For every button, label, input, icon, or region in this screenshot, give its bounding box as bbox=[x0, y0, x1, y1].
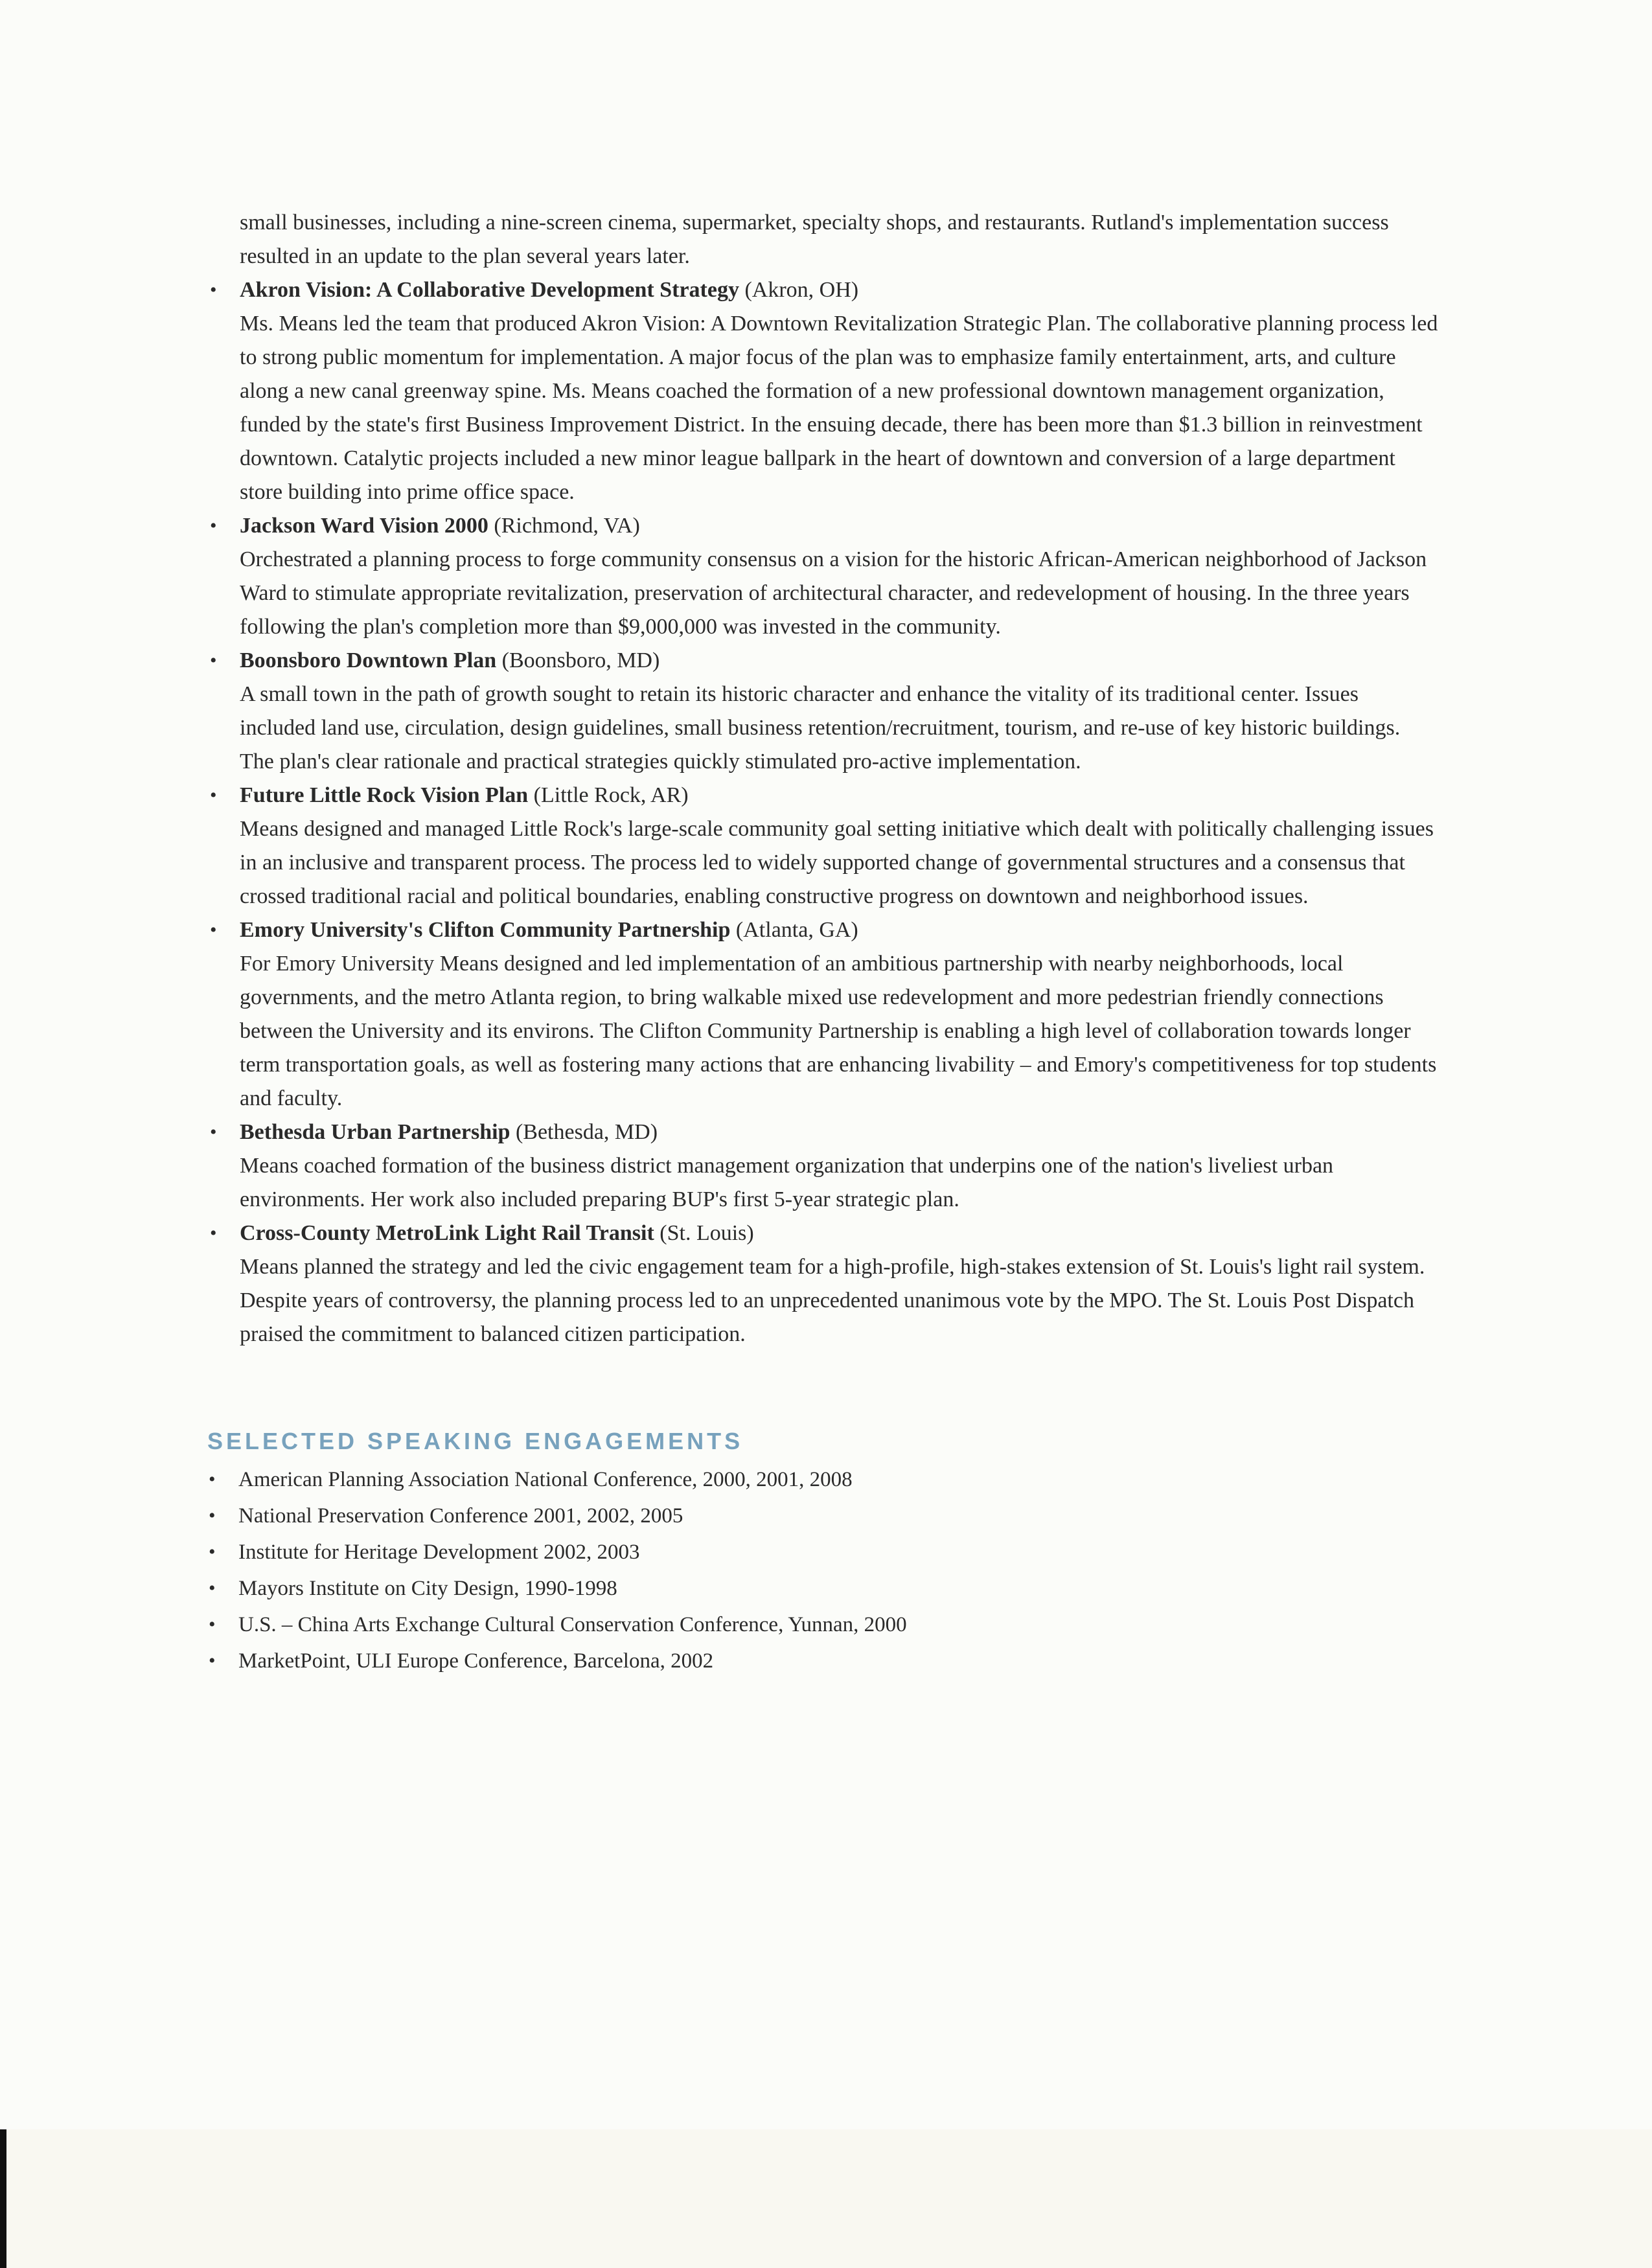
project-title: Boonsboro Downtown Plan bbox=[240, 648, 497, 672]
project-title: Bethesda Urban Partnership bbox=[240, 1120, 511, 1144]
bullet-icon: • bbox=[209, 1505, 216, 1526]
engagement-item bbox=[201, 1534, 1438, 1570]
project-description: Orchestrated a planning process to forge community consensus on a vision for the historic African-American neighborhood of Jackson Ward to stimulate appropriate revitalization, preservation of architectural character, and redevelopment of housing. In the three years following the plan's completion more than $9,000,000 was invested in the community. bbox=[240, 547, 1427, 639]
project-description: Means planned the strategy and led the civic engagement team for a high-profile, high-stakes extension of St. Louis's light rail system. Despite years of controversy, the planning process led to an unprecedented unanimous vote by the MPO. The St. Louis Post Dispatch praised the commitment to balanced citizen participation. bbox=[240, 1255, 1425, 1346]
page-bottom-band bbox=[0, 2129, 1652, 2268]
project-title: Cross-County MetroLink Light Rail Transit bbox=[240, 1221, 654, 1245]
engagement-item bbox=[201, 1498, 1438, 1534]
document-content bbox=[201, 206, 1438, 1679]
continued-paragraph: small businesses, including a nine-screen cinema, supermarket, specialty shops, and restaurants. Rutland's implementation success resulted in an update to the plan several years later. bbox=[240, 211, 1389, 268]
project-heading bbox=[240, 913, 1438, 947]
project-title: Jackson Ward Vision 2000 bbox=[240, 514, 488, 538]
bullet-icon: • bbox=[209, 1541, 216, 1563]
project-heading bbox=[240, 779, 1438, 812]
project-item bbox=[201, 913, 1438, 1116]
project-heading bbox=[240, 1217, 1438, 1250]
bullet-icon: • bbox=[210, 785, 217, 806]
project-description: Means designed and managed Little Rock's large-scale community goal setting initiative which dealt with politically challenging issues in an inclusive and transparent process. The process led to widely supported change of governmental structures and a consensus that crossed traditional racial and political boundaries, enabling constructive progress on downtown and neighborhood issues. bbox=[240, 817, 1434, 908]
project-item bbox=[201, 273, 1438, 509]
project-item bbox=[201, 1217, 1438, 1351]
project-heading bbox=[240, 273, 1438, 307]
bullet-icon: • bbox=[209, 1577, 216, 1599]
speaking-engagements-list bbox=[201, 1461, 1438, 1679]
project-item bbox=[201, 509, 1438, 644]
bullet-icon: • bbox=[210, 279, 217, 301]
project-location: (St. Louis) bbox=[660, 1221, 754, 1245]
bullet-icon: • bbox=[210, 919, 217, 941]
project-location: (Akron, OH) bbox=[744, 278, 859, 302]
engagement-text: Mayors Institute on City Design, 1990-1998 bbox=[238, 1577, 617, 1600]
bullet-icon: • bbox=[210, 515, 217, 536]
project-item bbox=[201, 644, 1438, 779]
bullet-icon: • bbox=[209, 1469, 216, 1490]
bullet-icon: • bbox=[209, 1650, 216, 1671]
project-location: (Little Rock, AR) bbox=[533, 783, 689, 807]
engagement-text: MarketPoint, ULI Europe Conference, Barcelona, 2002 bbox=[238, 1649, 714, 1673]
engagement-text: Institute for Heritage Development 2002, 2003 bbox=[238, 1541, 640, 1564]
bullet-icon: • bbox=[210, 1121, 217, 1143]
project-item bbox=[201, 779, 1438, 913]
engagement-item bbox=[201, 1570, 1438, 1607]
engagement-item bbox=[201, 1643, 1438, 1679]
project-title: Future Little Rock Vision Plan bbox=[240, 783, 529, 807]
project-description: Means coached formation of the business district management organization that underpins one of the nation's liveliest urban environments. Her work also included preparing BUP's first 5-year strategic plan. bbox=[240, 1154, 1334, 1211]
project-description: A small town in the path of growth sought to retain its historic character and enhance the vitality of its traditional center. Issues included land use, circulation, design guidelines, small business retention/recruitment, tourism, and re-use of key historic buildings. The plan's clear rationale and practical strategies quickly stimulated pro-active implementation. bbox=[240, 682, 1401, 773]
project-location: (Atlanta, GA) bbox=[735, 918, 858, 942]
project-description: Ms. Means led the team that produced Akron Vision: A Downtown Revitalization Strategic Plan. The collaborative planning process led to strong public momentum for implementation. A major focus of the plan was to emphasize family entertainment, arts, and culture along a new canal greenway spine. Ms. Means coached the formation of a new professional downtown management organization, funded by the state's first Business Improvement District. In the ensuing decade, there has been more than $1.3 billion in reinvestment downtown. Catalytic projects included a new minor league ballpark in the heart of downtown and conversion of a large department store building into prime office space. bbox=[240, 312, 1438, 504]
project-list bbox=[201, 273, 1438, 1351]
bullet-icon: • bbox=[210, 1222, 217, 1244]
engagement-item bbox=[201, 1461, 1438, 1498]
project-location: (Boonsboro, MD) bbox=[501, 648, 660, 672]
engagement-text: U.S. – China Arts Exchange Cultural Conservation Conference, Yunnan, 2000 bbox=[238, 1613, 907, 1636]
project-item bbox=[201, 1116, 1438, 1217]
project-location: (Richmond, VA) bbox=[494, 514, 640, 538]
project-title: Emory University's Clifton Community Partnership bbox=[240, 918, 731, 942]
speaking-engagements-heading: SELECTED SPEAKING ENGAGEMENTS bbox=[207, 1428, 744, 1454]
page-left-edge bbox=[0, 2129, 6, 2268]
bullet-icon: • bbox=[209, 1614, 216, 1635]
project-heading bbox=[240, 509, 1438, 543]
engagement-text: American Planning Association National Conference, 2000, 2001, 2008 bbox=[238, 1468, 853, 1491]
engagement-text: National Preservation Conference 2001, 2002, 2005 bbox=[238, 1504, 683, 1528]
project-title: Akron Vision: A Collaborative Development Strategy bbox=[240, 278, 739, 302]
project-heading bbox=[240, 644, 1438, 678]
bullet-icon: • bbox=[210, 650, 217, 671]
engagement-item bbox=[201, 1607, 1438, 1643]
project-description: For Emory University Means designed and led implementation of an ambitious partnership with nearby neighborhoods, local governments, and the metro Atlanta region, to bring walkable mixed use redevelopment and more pedestrian friendly connections between the University and its environs. The Clifton Community Partnership is enabling a high level of collaboration towards longer term transportation goals, as well as fostering many actions that are enhancing livability – and Emory's competitiveness for top students and faculty. bbox=[240, 952, 1437, 1110]
project-location: (Bethesda, MD) bbox=[515, 1120, 658, 1144]
project-heading bbox=[240, 1116, 1438, 1149]
